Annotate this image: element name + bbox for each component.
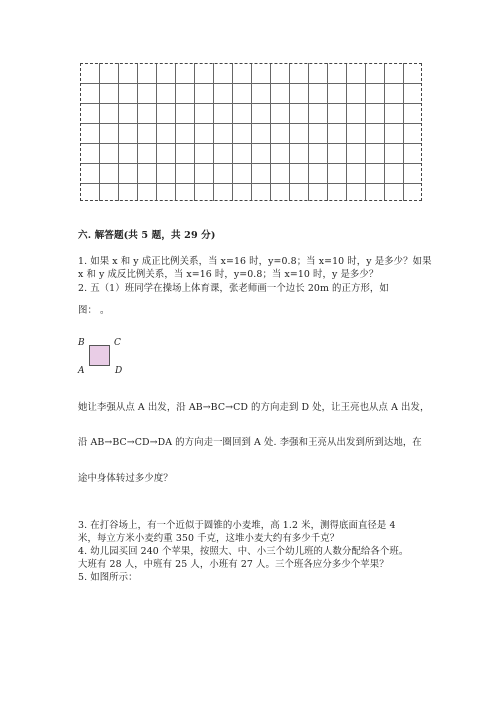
question-2-line-3: 她让李强从点 A 出发，沿 AB→BC→CD 的方向走到 D 处，让王亮也从点 A 出发，: [78, 402, 430, 413]
question-1-line-1: 1. 如果 x 和 y 成正比例关系，当 x=16 时，y=0.8；当 x=10 时，y 是多少？如果: [78, 256, 432, 267]
question-3-line-2: 米，每立方米小麦约重 350 千克，这堆小麦大约有多少千克？: [78, 533, 340, 544]
vertex-label-a: A: [78, 366, 85, 376]
question-4-line-2: 大班有 28 人，中班有 25 人，小班有 27 人。三个班各应分多少个苹果？: [78, 559, 389, 570]
vertex-label-c: C: [114, 338, 121, 348]
question-5-line-1: 5. 如图所示：: [78, 572, 138, 583]
answer-grid: [80, 63, 422, 201]
question-2-line-1: 2. 五（1）班同学在操场上体育课，张老师画一个边长 20m 的正方形，如: [78, 283, 389, 294]
vertex-label-b: B: [78, 338, 85, 348]
question-2-line-2: 图： 。: [78, 305, 110, 316]
question-2-line-5: 途中身体转过多少度？: [78, 473, 173, 484]
question-4-line-1: 4. 幼儿园买回 240 个苹果，按照大、中、小三个幼儿班的人数分配给各个班。: [78, 546, 409, 557]
question-2-line-4: 沿 AB→BC→CD→DA 的方向走一圈回到 A 处. 李强和王亮从出发到所到达地，在: [78, 437, 422, 448]
vertex-label-d: D: [115, 366, 123, 376]
question-3-line-1: 3. 在打谷场上，有一个近似于圆锥的小麦堆，高 1.2 米，测得底面直径是 4: [78, 520, 396, 531]
section-title: 六. 解答题(共 5 题，共 29 分): [78, 230, 216, 241]
question-1-line-2: x 和 y 成反比例关系，当 x=16 时，y=0.8；当 x=10 时，y 是多少？: [78, 269, 379, 280]
square-figure: [89, 345, 110, 366]
